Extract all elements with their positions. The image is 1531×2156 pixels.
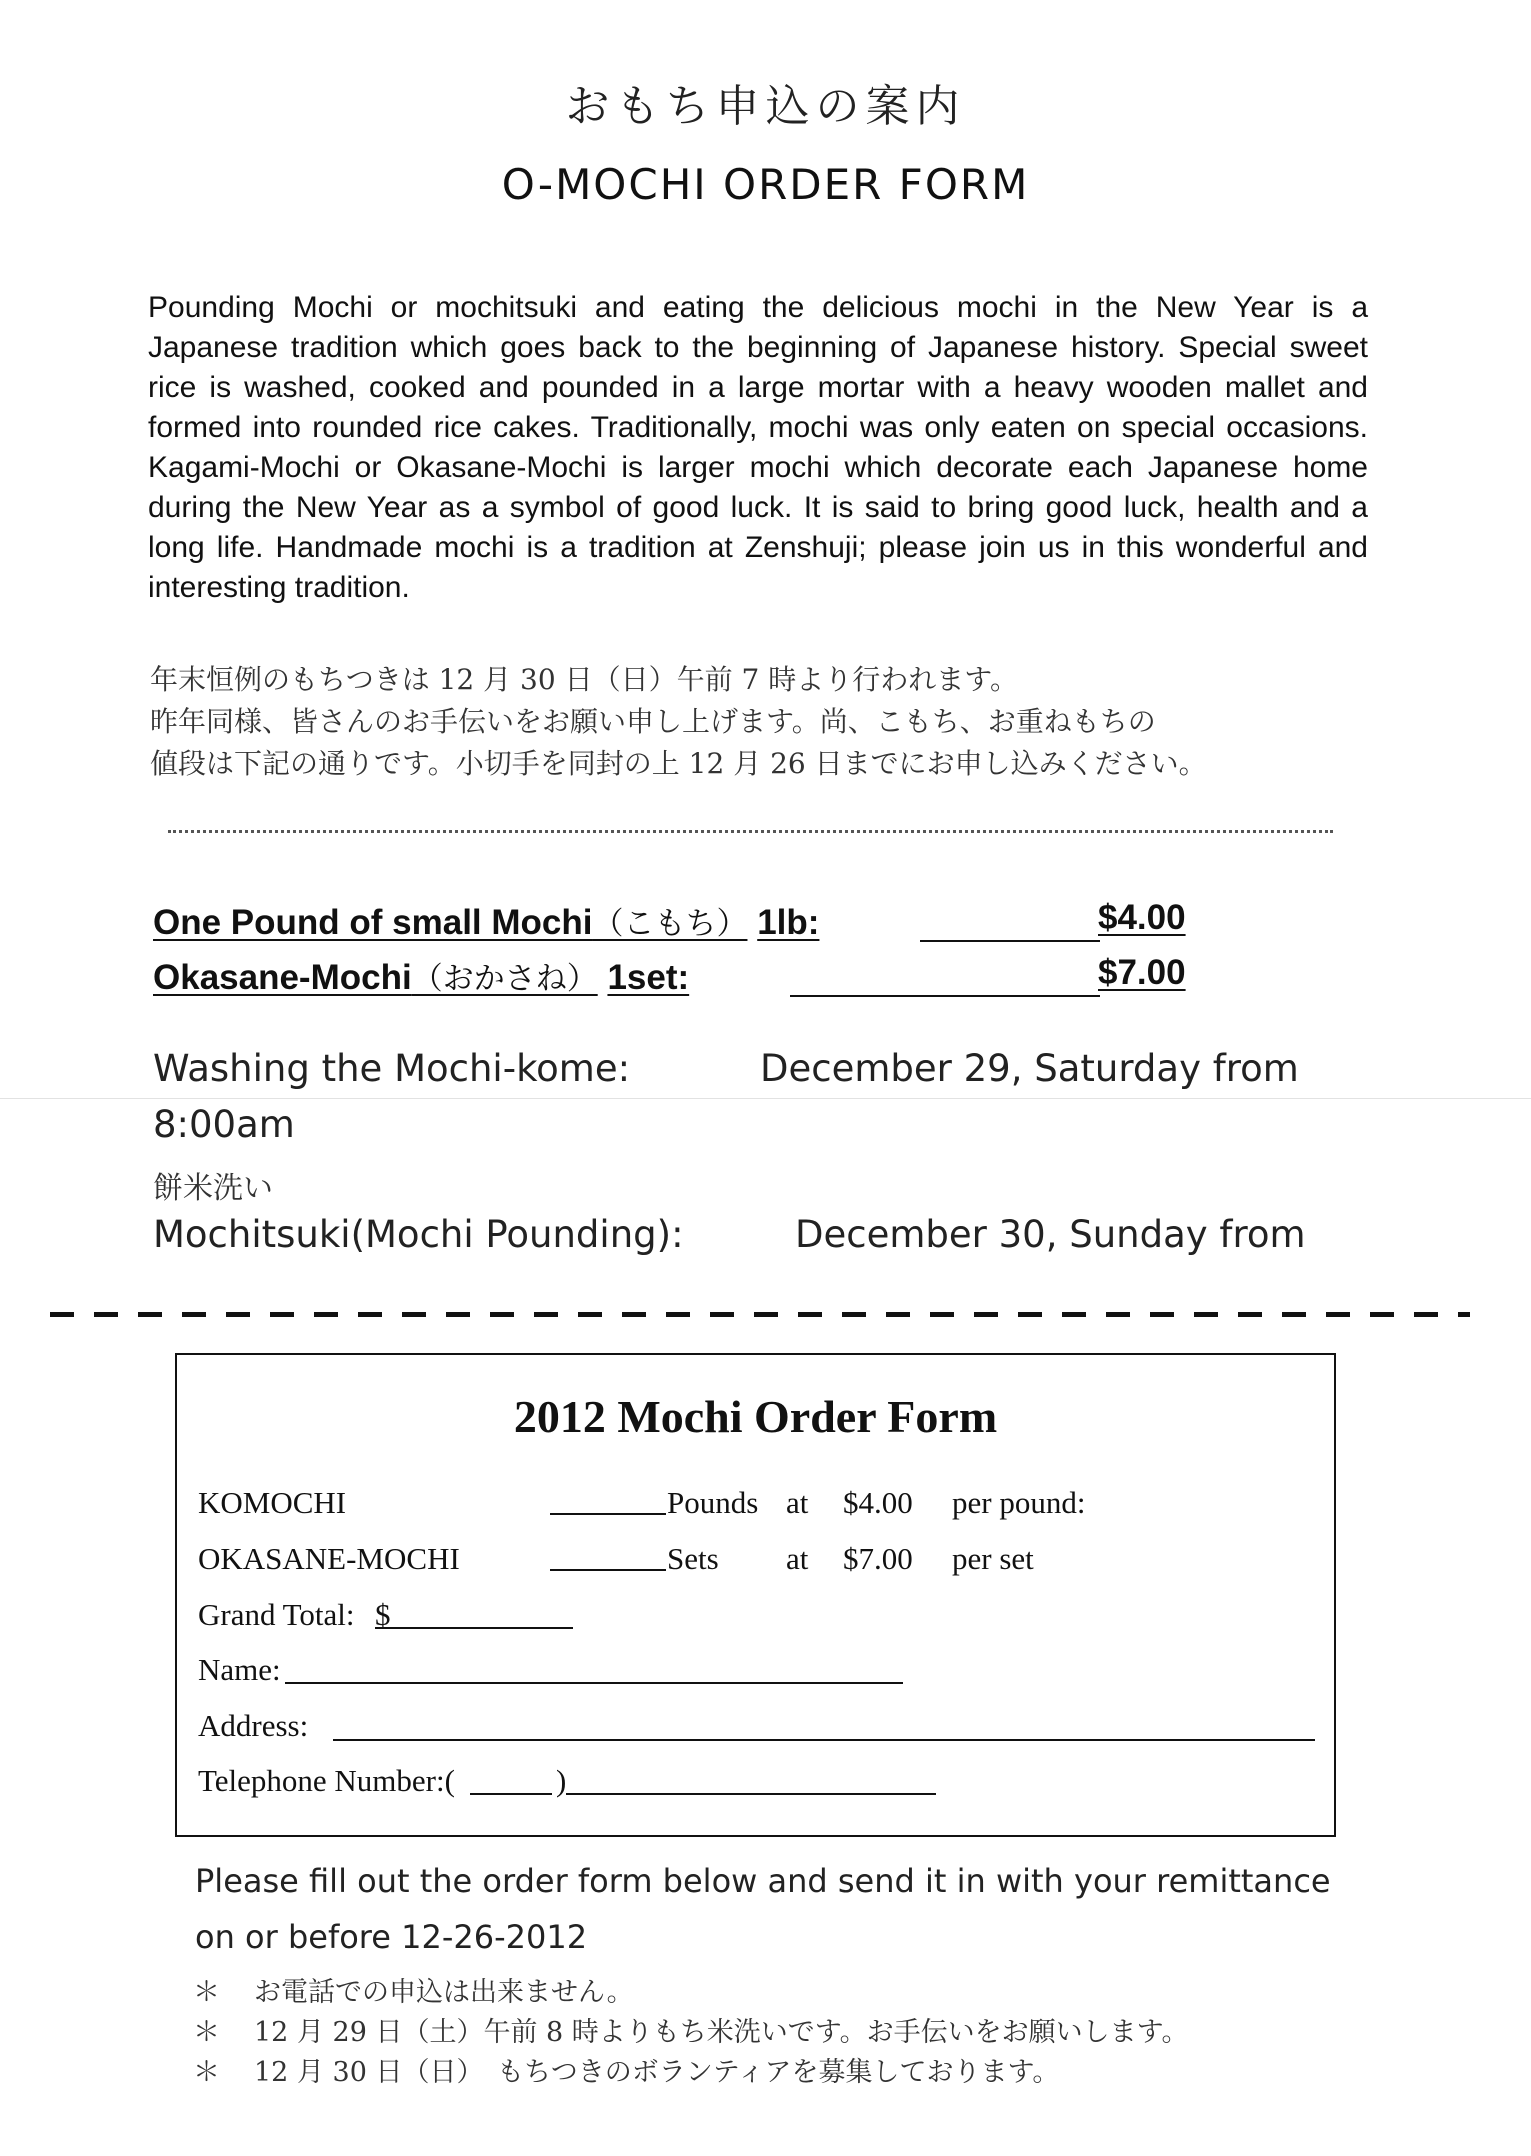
washing-jp: 餅米洗い	[153, 1171, 273, 1206]
okasane-unit: Sets	[667, 1541, 719, 1576]
price-small-rule	[920, 940, 1100, 942]
jp-notice-line-2: 昨年同様、皆さんのお手伝いをお願い申し上げます。尚、こもち、お重ねもちの	[150, 705, 1156, 738]
intro-paragraph: Pounding Mochi or mochitsuki and eating the delicious mochi in the New Year is a Japanese tradition which goes back to the beginning of Japanese history. Special sweet rice is washed, cooked and pounded in a large mortar with a heavy wooden mallet and formed into rounded rice cakes. Traditionally, mochi was only eaten on special occasions. Kagami-Mochi or Okasane-Mochi is larger mochi which decorate each Japanese home during the New Year as a symbol of good luck. It is said to bring good luck, health and a long life. Handmade mochi is a tradition at Zenshuji; please join us in this wonderful and interesting tradition.	[148, 291, 1368, 604]
komochi-price: $4.00	[843, 1485, 913, 1520]
komochi-label: KOMOCHI	[198, 1485, 347, 1520]
grand-total-label: Grand Total:	[198, 1597, 355, 1632]
order-form-title: 2012 Mochi Order Form	[513, 1391, 998, 1442]
komochi-quantity-field[interactable]	[550, 1513, 666, 1515]
note-no-phone: お電話での申込は出来ません。	[254, 1977, 634, 2008]
pounding-date: December 30, Sunday from	[795, 1213, 1306, 1256]
phone-area-code-field[interactable]	[470, 1793, 552, 1795]
komochi-at: at	[786, 1485, 809, 1520]
price-okasane-amount: $7.00	[1098, 953, 1186, 992]
instruction-line-1: Please fill out the order form below and send it in with your remittance	[195, 1862, 1331, 1900]
page-title: O-MOCHI ORDER FORM	[501, 160, 1030, 209]
bullet-star-icon: ＊	[193, 1977, 220, 2008]
price-small-jp: （こもち）	[592, 906, 748, 942]
page-title-japanese: おもち申込の案内	[565, 81, 966, 132]
price-small-amount: $4.00	[1098, 898, 1186, 937]
instruction-line-2: on or before 12-26-2012	[195, 1918, 588, 1956]
bullet-star-icon: ＊	[193, 2057, 220, 2088]
okasane-per: per set	[952, 1541, 1034, 1576]
price-okasane-rule	[790, 995, 1100, 997]
phone-label: Telephone Number:(	[198, 1763, 455, 1798]
phone-number-field[interactable]	[566, 1793, 936, 1795]
price-okasane-mochi	[153, 953, 689, 998]
jp-notice-line-1: 年末恒例のもちつきは 12 月 30 日（日）午前 7 時より行われます。	[150, 663, 1018, 696]
cut-line	[50, 1312, 1470, 1317]
note-rice-washing: 12 月 29 日（土）午前 8 時よりもち米洗いです。お手伝いをお願いします。	[254, 2017, 1189, 2048]
washing-time: 8:00am	[153, 1103, 295, 1146]
grand-total-symbol: $	[375, 1597, 391, 1632]
pounding-label: Mochitsuki(Mochi Pounding):	[153, 1213, 684, 1256]
price-okasane-jp: （おかさね）	[411, 961, 598, 997]
phone-paren-close: )	[556, 1763, 567, 1798]
grand-total-field[interactable]	[375, 1627, 573, 1629]
washing-label: Washing the Mochi-kome:	[153, 1047, 631, 1090]
price-small-label: One Pound of small Mochi	[153, 903, 593, 942]
price-okasane-label: Okasane-Mochi	[153, 958, 412, 997]
komochi-per: per pound:	[952, 1485, 1086, 1520]
price-small-unit: 1lb:	[757, 903, 820, 942]
okasane-quantity-field[interactable]	[550, 1569, 666, 1571]
scan-fold-line	[0, 1098, 1531, 1099]
address-field[interactable]	[333, 1739, 1315, 1741]
note-volunteers: 12 月 30 日（日） もちつきのボランティアを募集しております。	[254, 2057, 1060, 2088]
name-label: Name:	[198, 1652, 281, 1687]
address-label: Address:	[198, 1708, 309, 1743]
jp-notice-line-3: 値段は下記の通りです。小切手を同封の上 12 月 26 日までにお申し込みください。	[150, 747, 1207, 780]
komochi-unit: Pounds	[667, 1485, 759, 1520]
okasane-at: at	[786, 1541, 809, 1576]
price-okasane-unit: 1set:	[607, 958, 690, 997]
okasane-label: OKASANE-MOCHI	[198, 1541, 460, 1576]
name-field[interactable]	[285, 1682, 903, 1684]
dotted-divider	[168, 830, 1333, 833]
washing-date: December 29, Saturday from	[760, 1047, 1299, 1090]
okasane-price: $7.00	[843, 1541, 913, 1576]
bullet-star-icon: ＊	[193, 2017, 220, 2048]
price-small-mochi	[153, 898, 819, 943]
